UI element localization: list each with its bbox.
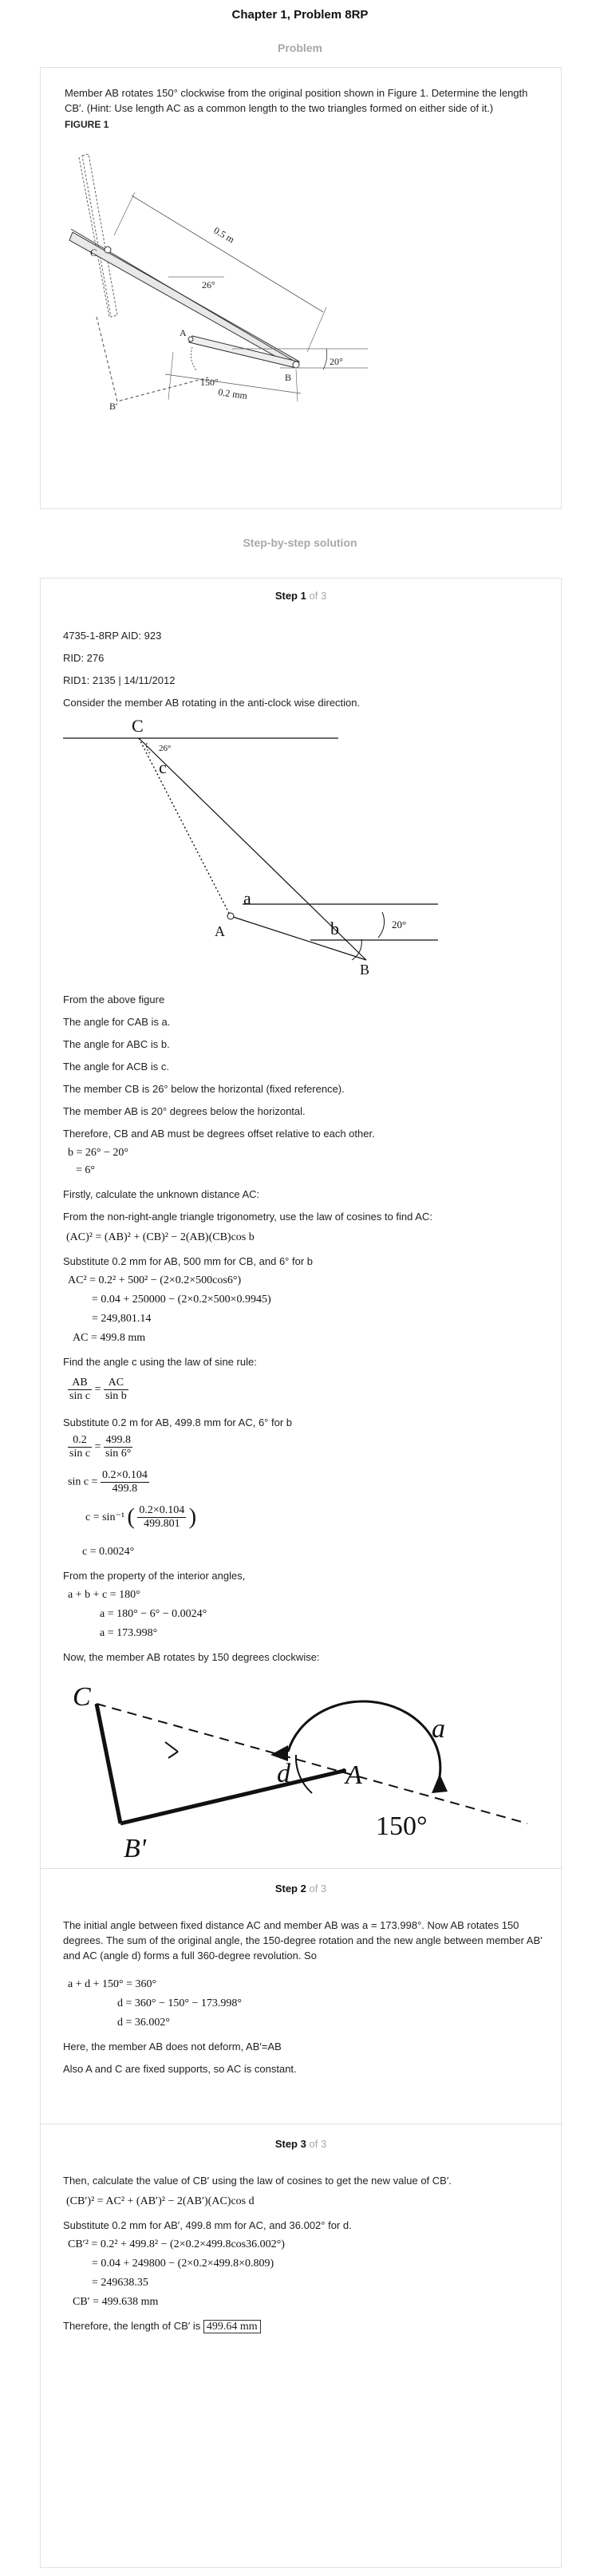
fig1-label-a: A <box>180 327 187 338</box>
fig3-label-a-small: a <box>432 1714 445 1744</box>
eq-c-value: c = 0.0024° <box>82 1546 135 1558</box>
fig2-label-c-lower: c <box>159 757 167 777</box>
fig1-label-bprime: B' <box>109 401 118 412</box>
problem-text: Member AB rotates 150° clockwise from the original position shown in Figure 1. Determine the length CB′. (Hint: Use length AC as a common length to the two triangles formed on either side of it.) <box>65 87 528 114</box>
step1-triangle-figure <box>63 713 446 976</box>
eq-step3-2: = 0.04 + 249800 − (2×0.2×499.8×0.809) <box>92 2258 274 2270</box>
step2-para: The initial angle between fixed distance AC and member AB was a = 173.998°. Now AB rotates 150 degrees. The sum of the original angle, the 150-degree rotation and the new angle between member AB' and AC (angle d) forms a full 360-degree revolution. So <box>63 1919 543 1962</box>
eq-b-1: b = 26° − 20° <box>68 1147 128 1159</box>
fig1-label-ang-right: 20° <box>330 356 343 367</box>
step1-line-7: Therefore, CB and AB must be degrees offset relative to each other. <box>63 1128 375 1140</box>
eq-ac-1: AC² = 0.2² + 500² − (2×0.2×500cos6°) <box>68 1274 242 1286</box>
step1-line-1: From the above figure <box>63 994 165 1006</box>
step1-line-6: The member AB is 20° degrees below the horizontal. <box>63 1105 306 1117</box>
step1-intro: Consider the member AB rotating in the anti-clock wise direction. <box>63 697 361 709</box>
eq-interior-1: a + b + c = 180° <box>68 1589 140 1601</box>
figure1-dashed-member <box>82 154 117 317</box>
step1-sine: Find the angle c using the law of sine rule: <box>63 1356 257 1368</box>
step2-fixed: Also A and C are fixed supports, so AC is constant. <box>63 2063 297 2075</box>
step1-line-3: The angle for ABC is b. <box>63 1038 170 1050</box>
step1-law-cos: From the non-right-angle triangle trigonometry, use the law of cosines to find AC: <box>63 1211 432 1223</box>
eq-ac-2: = 0.04 + 250000 − (2×0.2×500×0.9945) <box>92 1294 271 1306</box>
fig3-label-c: C <box>73 1682 91 1712</box>
fig1-label-len-long: 0.5 m <box>211 224 237 246</box>
eq-interior-2: a = 180° − 6° − 0.0024° <box>100 1608 207 1620</box>
step1-meta-3: RID1: 2135 | 14/11/2012 <box>63 674 176 686</box>
step1-line-4: The angle for ACB is c. <box>63 1061 169 1073</box>
step-1-header: Step 1 of 3 <box>274 590 327 602</box>
figure1-member-cb <box>69 232 299 368</box>
eq-b-2: = 6° <box>76 1164 95 1176</box>
fig2-label-ang20: 20° <box>392 919 407 930</box>
step1-rotation-figure <box>57 1672 535 1863</box>
step1-rotate: Now, the member AB rotates by 150 degrees clockwise: <box>63 1651 320 1663</box>
fig2-label-b-upper: B <box>360 962 370 976</box>
eq-ac-3: = 249,801.14 <box>92 1313 152 1325</box>
eq-c-inverse: c = sin⁻¹ ( $\frac{0.2\times 0.104}{499.801}$ ) <box>85 1504 197 1530</box>
fig3-label-a-big: A <box>345 1760 362 1790</box>
fig1-label-ang-top: 26° <box>202 279 215 290</box>
step-2-header: Step 2 of 3 <box>274 1883 327 1894</box>
fig2-label-a-upper: A <box>215 923 225 939</box>
problem-section-title: Problem <box>277 41 322 54</box>
fig2-label-b-lower: b <box>330 919 339 938</box>
eq-interior-3: a = 173.998° <box>100 1627 158 1639</box>
fig3-label-ang: 150° <box>376 1811 428 1841</box>
fig1-label-ang-bottom: 150° <box>200 377 219 388</box>
solution-section-title: Step-by-step solution <box>243 536 357 549</box>
fig1-label-len-short: 0.2 mm <box>217 386 248 402</box>
step3-subst: Substitute 0.2 mm for AB′, 499.8 mm for AC, and 36.002° for d. <box>63 2219 352 2231</box>
step1-line-2: The angle for CAB is a. <box>63 1016 171 1028</box>
pivot-b <box>293 362 299 368</box>
final-answer: 499.64 mm <box>203 2320 261 2333</box>
eq-ac-4: AC = 499.8 mm <box>73 1332 146 1344</box>
step1-subst-2: Substitute 0.2 m for AB, 499.8 mm for AC, 6° for b <box>63 1416 292 1428</box>
fig1-label-c: C <box>90 247 97 259</box>
step1-subst-1: Substitute 0.2 mm for AB, 500 mm for CB, and 6° for b <box>63 1255 314 1267</box>
pivot-c <box>105 247 111 253</box>
step1-line-5: The member CB is 26° below the horizontal (fixed reference). <box>63 1083 345 1095</box>
step1-interior: From the property of the interior angles, <box>63 1570 246 1582</box>
fig1-label-b: B <box>285 372 292 383</box>
eq-sin-c: sin c = $\frac{0.2\times 0.104}{499.8}$ <box>68 1469 148 1495</box>
problem-card <box>40 67 562 509</box>
eq-step3-cos: (CB′)² = AC² + (AB′)² − 2(AB′)(AC)cos d <box>66 2195 255 2207</box>
fig2-label-c-upper: C <box>132 716 144 736</box>
step3-final: Therefore, the length of CB′ is 499.64 mm <box>63 2318 545 2334</box>
eq-step2-2: d = 360° − 150° − 173.998° <box>117 1997 242 2009</box>
solution-card <box>40 578 562 2568</box>
figure1-dashed-leg <box>97 317 208 401</box>
step1-meta-2: RID: 276 <box>63 652 105 664</box>
step-3-header: Step 3 of 3 <box>274 2138 327 2150</box>
eq-step3-1: CB′² = 0.2² + 499.8² − (2×0.2×499.8cos36.002°) <box>68 2238 285 2250</box>
step2-deform: Here, the member AB does not deform, AB′=AB <box>63 2041 282 2053</box>
eq-sine-rule: $\frac{AB}{\text{sin c}}$ = $\frac{AC}{\text{sin b}}$ <box>69 1377 127 1402</box>
eq-step2-3: d = 36.002° <box>117 2017 170 2029</box>
step3-then: Then, calculate the value of CB′ using the law of cosines to get the new value of CB′. <box>63 2175 452 2187</box>
divider-step2 <box>41 1868 562 1869</box>
figure-1 <box>41 148 392 451</box>
pivot-a <box>188 337 193 342</box>
eq-sine-sub: $\frac{0.2}{\text{sin c}}$ = $\frac{499.8}{\sin 6^\circ}$ <box>69 1434 132 1460</box>
step1-meta-1: 4735-1-8RP AID: 923 <box>63 630 162 642</box>
fig3-label-d: d <box>277 1759 290 1788</box>
page-title: Chapter 1, Problem 8RP <box>231 8 369 22</box>
eq-law-cos: (AC)² = (AB)² + (CB)² − 2(AB)(CB)cos b <box>66 1231 255 1243</box>
step1-firstly: Firstly, calculate the unknown distance AC: <box>63 1188 260 1200</box>
fig3-label-bprime: B' <box>124 1834 147 1863</box>
fig2-label-a-lower: a <box>243 888 251 908</box>
fig2-label-ang26: 26° <box>159 744 172 753</box>
eq-step3-3: = 249638.35 <box>92 2277 148 2289</box>
eq-step2-1: a + d + 150° = 360° <box>68 1978 157 1990</box>
eq-step3-4: CB′ = 499.638 mm <box>73 2296 159 2308</box>
figure-label: FIGURE 1 <box>65 119 109 130</box>
